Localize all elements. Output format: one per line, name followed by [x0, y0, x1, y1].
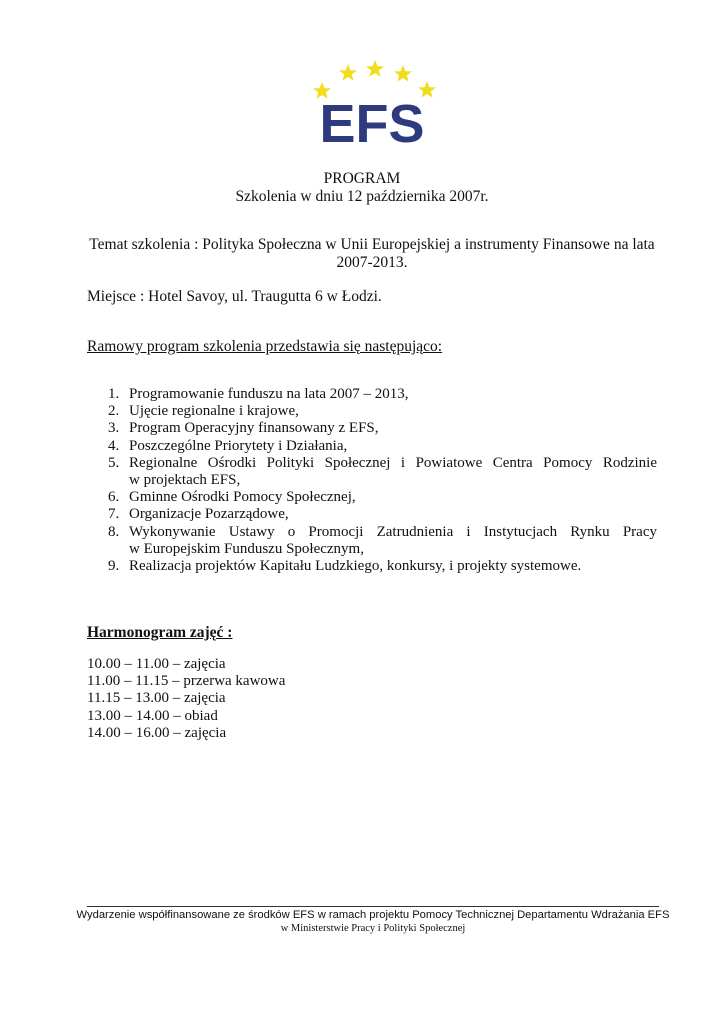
- schedule-item: 11.15 – 13.00 – zajęcia: [87, 690, 226, 707]
- list-number: 7.: [108, 506, 120, 523]
- list-item: [87, 558, 657, 575]
- training-topic: Temat szkolenia : Polityka Społeczna w Unii Europejskiej a instrumenty Finansowe na lata 2007-2013.: [89, 236, 655, 271]
- list-item: [87, 489, 657, 506]
- list-text: Poszczególne Priorytety i Działania,: [129, 437, 348, 454]
- page-title: PROGRAM: [323, 170, 401, 187]
- list-number: 3.: [108, 420, 120, 437]
- list-text: Realizacja projektów Kapitału Ludzkiego, konkursy, i projekty systemowe.: [129, 558, 582, 575]
- list-number: 9.: [108, 558, 120, 575]
- list-item: [87, 438, 657, 455]
- list-number: 5.: [108, 454, 120, 471]
- list-number: 8.: [108, 523, 120, 540]
- list-text: Gminne Ośrodki Pomocy Społecznej,: [129, 489, 356, 506]
- efs-logo-graphic: [304, 60, 440, 152]
- list-item: [87, 420, 657, 437]
- list-text: Program Operacyjny finansowany z EFS,: [129, 420, 379, 437]
- footer-divider: [87, 906, 659, 907]
- list-item: [87, 455, 657, 489]
- schedule-item: 10.00 – 11.00 – zajęcia: [87, 656, 226, 672]
- list-item: [87, 386, 657, 403]
- list-item: [87, 403, 657, 420]
- list-text-line2: w Europejskim Funduszu Społecznym,: [129, 540, 364, 557]
- efs-logo-icon: [304, 60, 440, 152]
- training-place: Miejsce : Hotel Savoy, ul. Traugutta 6 w Łodzi.: [87, 288, 382, 305]
- eu-stars-icon: [313, 60, 436, 99]
- footer-subtext: w Ministerstwie Pracy i Polityki Społecznej: [280, 923, 466, 934]
- program-intro: Ramowy program szkolenia przedstawia się następująco:: [87, 338, 443, 355]
- schedule-item: 11.00 – 11.15 – przerwa kawowa: [87, 673, 286, 690]
- list-text: Organizacje Pozarządowe,: [129, 506, 289, 523]
- list-text-line1: Wykonywanie Ustawy o Promocji Zatrudnienia i Instytucjach Rynku Pracy: [129, 523, 657, 540]
- list-number: 6.: [108, 489, 120, 506]
- list-number: 2.: [108, 403, 120, 420]
- list-text: Programowanie funduszu na lata 2007 – 2013,: [129, 386, 409, 402]
- schedule-item: 13.00 – 14.00 – obiad: [87, 707, 218, 724]
- list-text: Ujęcie regionalne i krajowe,: [129, 403, 299, 420]
- program-list: [87, 386, 657, 575]
- list-number: 1.: [108, 386, 120, 402]
- schedule-list: [87, 656, 285, 742]
- list-number: 4.: [108, 437, 120, 454]
- list-text-line1: Regionalne Ośrodki Polityki Społecznej i Powiatowe Centra Pomocy Rodzinie: [129, 454, 657, 471]
- list-item: [87, 524, 657, 558]
- list-text-line2: w projektach EFS,: [129, 472, 241, 489]
- footer-text: Wydarzenie współfinansowane ze środków EFS w ramach projektu Pomocy Technicznej Departamentu Wdrażania EFS: [76, 909, 670, 921]
- schedule-item: 14.00 – 16.00 – zajęcia: [87, 724, 227, 741]
- efs-logo-text: EFS: [319, 94, 425, 152]
- schedule-title: Harmonogram zajęć :: [87, 624, 233, 641]
- list-item: [87, 506, 657, 523]
- page-subtitle: Szkolenia w dniu 12 października 2007r.: [235, 188, 489, 205]
